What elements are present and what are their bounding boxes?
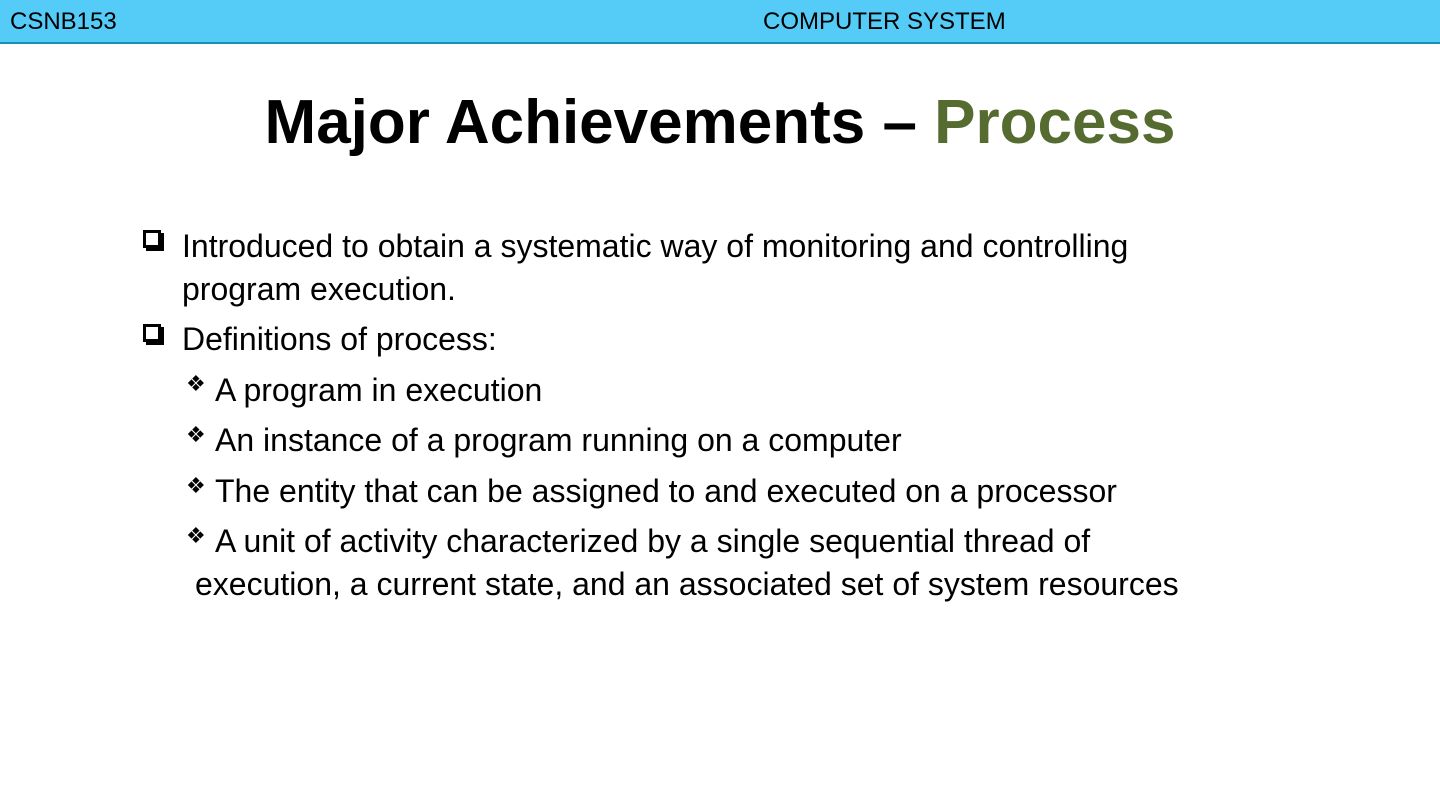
header-bar [0, 0, 1440, 44]
four-diamond-icon: ❖ [186, 372, 206, 397]
square-bullet-icon [143, 230, 161, 248]
four-diamond-icon: ❖ [186, 474, 206, 499]
definition-item: The entity that can be assigned to and executed on a processor [215, 473, 1117, 509]
definition-item: A program in execution [215, 372, 543, 408]
four-diamond-icon: ❖ [186, 423, 206, 448]
definition-item: A unit of activity characterized by a single sequential thread of [215, 523, 1091, 559]
square-bullet-icon [143, 324, 161, 342]
bullet-definitions-heading: Definitions of process: [182, 321, 497, 357]
title-main: Major Achievements – [264, 88, 935, 157]
course-code: CSNB153 [10, 8, 117, 35]
definition-item: An instance of a program running on a computer [215, 422, 902, 458]
bullet-intro-line1: Introduced to obtain a systematic way of monitoring and controlling [182, 228, 1129, 264]
title-highlight: Process [934, 88, 1176, 157]
course-title: COMPUTER SYSTEM [763, 8, 1006, 35]
definition-item-line2: execution, a current state, and an associated set of system resources [195, 566, 1179, 602]
bullet-intro-line2: program execution. [182, 271, 456, 307]
slide-title [0, 86, 1440, 160]
four-diamond-icon: ❖ [186, 524, 206, 549]
